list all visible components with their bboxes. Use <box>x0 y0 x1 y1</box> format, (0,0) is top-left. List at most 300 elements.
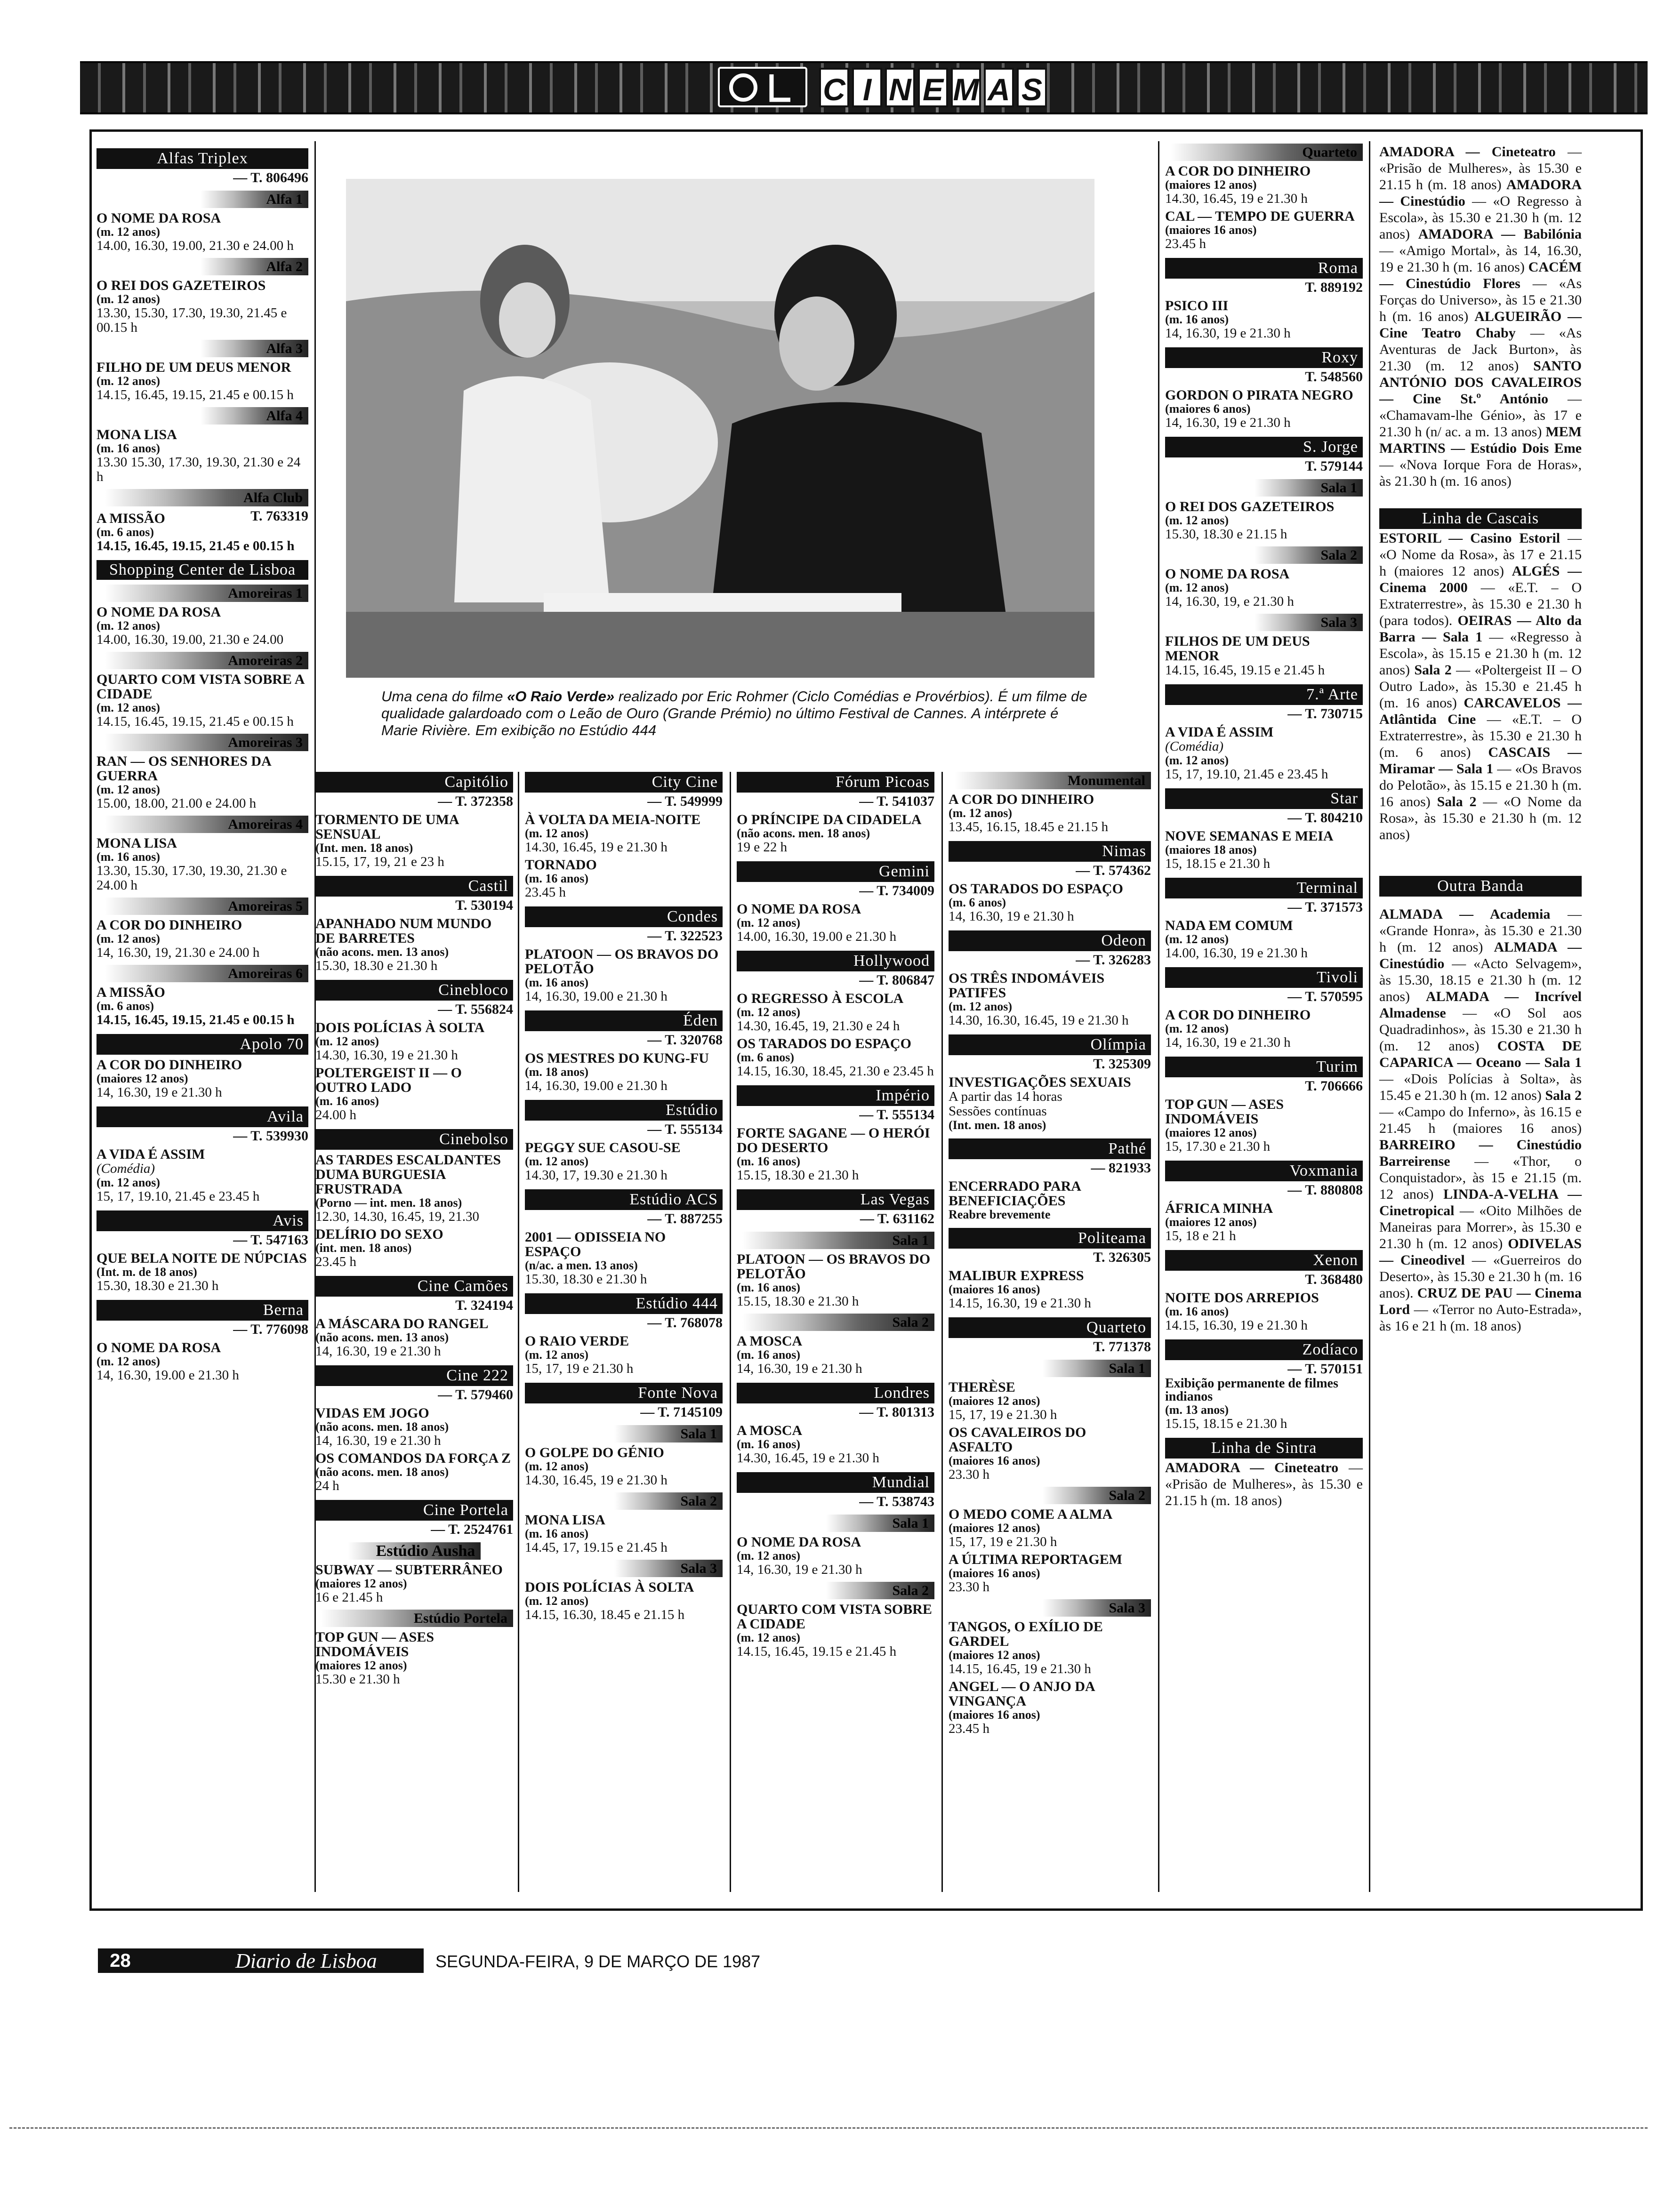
showtimes: 15.30 e 21.30 h <box>315 1672 400 1687</box>
room-label: Sala 2 <box>949 1487 1151 1504</box>
showtimes: 14, 16.30, 19 e 21.30 h <box>1165 326 1291 341</box>
showtimes: 15, 18.15 e 21.30 h <box>1165 856 1271 871</box>
film-title: ÁFRICA MINHA <box>1165 1201 1273 1216</box>
showtimes: 14, 16.30, 19 e 21.30 h <box>949 909 1074 924</box>
showtimes: 14, 16.30, 19 e 21.30 h <box>1165 415 1291 430</box>
showtimes: 14.15, 16.30, 19 e 21.30 h <box>949 1296 1091 1311</box>
venue-name: Sala 2 <box>1545 1088 1582 1103</box>
age-rating: (m. 12 anos) <box>1165 1022 1229 1035</box>
venue-name: ALGÉS — Cinema 2000 <box>1379 563 1582 595</box>
note: Reabre brevemente <box>949 1208 1051 1221</box>
venue-name: ALMADA — Academia <box>1379 906 1551 922</box>
age-rating: (m. 12 anos) <box>525 1154 589 1168</box>
phone: T. 530194 <box>455 898 513 913</box>
age-rating: (m. 13 anos) <box>1165 1403 1229 1417</box>
section-letter: I <box>852 68 882 107</box>
column-3 <box>525 772 723 1622</box>
room-label: Sala 1 <box>949 1360 1151 1377</box>
cinema-header-imperio: Império <box>737 1085 934 1106</box>
column-1 <box>97 148 308 1383</box>
age-rating: (m. 12 anos) <box>949 806 1013 820</box>
showtimes: 14, 16.30, 19.00 e 21.30 h <box>97 1368 239 1383</box>
age-rating: (não acons. men. 13 anos) <box>315 1330 449 1344</box>
phone: — T. 880808 <box>1287 1182 1363 1198</box>
cinema-header-turim: Turim <box>1165 1057 1363 1077</box>
showtimes: 16 e 21.45 h <box>315 1590 383 1605</box>
age-rating: (m. 12 anos) <box>315 1034 379 1048</box>
cinema-header-londres: Londres <box>737 1383 934 1403</box>
film-title: PLATOON — OS BRAVOS DO PELOTÃO <box>737 1251 931 1282</box>
showtimes: 14.30, 16.45, 19 e 21.30 h <box>525 1473 668 1488</box>
cinema-header-hollywood: Hollywood <box>737 951 934 971</box>
film-title: QUARTO COM VISTA SOBRE A CIDADE <box>97 672 304 702</box>
showtimes: 14, 16.30, 19 e 21.30 h <box>315 1433 441 1448</box>
listing-text: — «Acto Selvagem», às 15.30, 18.15 e 21.30 h (m. 12 anos) <box>1379 956 1582 1004</box>
film-title: O REI DOS GAZETEIROS <box>1165 499 1335 514</box>
age-rating: (maiores 16 anos) <box>949 1282 1040 1296</box>
dl-logo-icon <box>718 67 807 107</box>
film-title: CAL — TEMPO DE GUERRA <box>1165 208 1355 224</box>
age-rating: (maiores 12 anos) <box>315 1659 407 1672</box>
showtimes: 14, 16.30, 19 e 21.30 h <box>1165 1035 1291 1050</box>
phone: — T. 371573 <box>1287 899 1363 915</box>
room-label: Sala 1 <box>737 1232 934 1249</box>
showtimes: 14, 16.30, 19, 21.30 e 24.00 h <box>97 945 260 960</box>
age-rating: (m. 12 anos) <box>737 1549 801 1563</box>
film-title: A COR DO DINHEIRO <box>1165 163 1311 179</box>
film-title: OS TRÊS INDOMÁVEIS PATIFES <box>949 970 1105 1001</box>
film-title: OS TARADOS DO ESPAÇO <box>737 1036 911 1051</box>
film-title: APANHADO NUM MUNDO DE BARRETES <box>315 916 492 946</box>
film-title: AS TARDES ESCALDANTES DUMA BURGUESIA FRUSTRADA <box>315 1152 501 1197</box>
cinema-header-cine-222: Cine 222 <box>315 1365 513 1386</box>
showtimes: 14.15, 16.30, 19 e 21.30 h <box>1165 1318 1308 1333</box>
listing-text: — «E.T. – O Extraterrestre», às 15.30 e 21.30 h (m. 6 anos) <box>1379 712 1582 760</box>
film-title: A MISSÃO <box>97 985 165 1000</box>
age-rating: (m. 12 anos) <box>97 783 161 796</box>
venue-name: ALGUEIRÃO — Cine Teatro Chaby <box>1379 309 1582 341</box>
column-divider <box>730 772 731 1892</box>
listing-text: — «Nova Iorque Fora de Horas», às 21.30 h (m. 16 anos) <box>1379 457 1582 489</box>
showtimes: 14.45, 17, 19.15 e 21.45 h <box>525 1540 668 1555</box>
showtimes: 14, 16.30, 19, e 21.30 h <box>1165 594 1294 609</box>
film-title: PSICO III <box>1165 298 1229 313</box>
film-title: SUBWAY — SUBTERRÂNEO <box>315 1562 503 1578</box>
column-divider <box>518 772 519 1892</box>
cinema-header-shopping-center: Shopping Center de Lisboa <box>97 560 308 580</box>
phone: — T. 887255 <box>647 1211 723 1226</box>
showtimes: 13.30 15.30, 17.30, 19.30, 21.30 e 24 h <box>97 455 301 484</box>
age-rating: (maiores 12 anos) <box>1165 1215 1257 1229</box>
film-title: O REGRESSO À ESCOLA <box>737 991 904 1006</box>
film-title: ANGEL — O ANJO DA VINGANÇA <box>949 1679 1095 1709</box>
age-rating: (m. 12 anos) <box>97 932 161 946</box>
film-title: PEGGY SUE CASOU-SE <box>525 1140 681 1155</box>
age-rating: (maiores 12 anos) <box>949 1648 1040 1662</box>
age-rating: (maiores 12 anos) <box>1165 178 1257 192</box>
cinema-header-cinebolso: Cinebolso <box>315 1129 513 1150</box>
age-rating: (m. 12 anos) <box>97 374 161 388</box>
cinema-header-avila: Avila <box>97 1106 308 1127</box>
phone: — T. 547163 <box>233 1232 308 1248</box>
showtimes: 14.15, 16.45, 19.15 e 21.45 h <box>1165 663 1325 678</box>
phone: — T. 734009 <box>859 883 934 898</box>
cinema-header-estudio: Estúdio <box>525 1100 723 1121</box>
listing-text: — «Chamavam-lhe Génio», às 17 e 21.30 h (n/ ac. a m. 13 anos) <box>1379 391 1582 440</box>
film-title: QUARTO COM VISTA SOBRE A CIDADE <box>737 1602 932 1632</box>
showtimes: 14, 16.30, 19 e 21.30 h <box>737 1361 862 1376</box>
age-rating: (maiores 12 anos) <box>1165 1126 1257 1139</box>
showtimes: 15.15, 18.15 e 21.30 h <box>1165 1416 1287 1431</box>
listing-text: — «As Aventuras de Jack Burton», às 21.30 (m. 12 anos) <box>1379 325 1582 374</box>
listing-text: — «O Regresso à Escola», às 15.30 e 21.30 h (m. 12 anos) <box>1379 193 1582 242</box>
film-title: O NOME DA ROSA <box>737 901 861 917</box>
film-title: O NOME DA ROSA <box>97 1340 221 1355</box>
film-title: DELÍRIO DO SEXO <box>315 1226 443 1242</box>
room-label: Alfa 2 <box>97 258 308 275</box>
showtimes: 14.15, 16.30, 18.45, 21.30 e 23.45 h <box>737 1064 934 1079</box>
cinema-header-avis: Avis <box>97 1210 308 1231</box>
film-title: O GOLPE DO GÉNIO <box>525 1445 664 1460</box>
showtimes: 14.15, 16.45, 19.15, 21.45 e 00.15 h <box>97 538 295 553</box>
phone: — T. 776098 <box>233 1322 308 1337</box>
showtimes: 14.00, 16.30, 19.00, 21.30 e 24.00 <box>97 632 284 647</box>
film-title: VIDAS EM JOGO <box>315 1405 429 1421</box>
phone: T. 324194 <box>455 1298 513 1313</box>
film-title: DOIS POLÍCIAS À SOLTA <box>315 1020 485 1035</box>
showtimes: 14.30, 16.30, 16.45, 19 e 21.30 h <box>949 1013 1129 1028</box>
section-letter: C <box>819 68 849 107</box>
venue-name: ALMADA — Incrível Almadense <box>1379 989 1582 1021</box>
film-title: DOIS POLÍCIAS À SOLTA <box>525 1579 694 1595</box>
cinema-header-estudio-444: Estúdio 444 <box>525 1293 723 1314</box>
film-title: A MISSÃO <box>97 511 165 526</box>
film-title: OS TARADOS DO ESPAÇO <box>949 881 1123 897</box>
phone: — T. 538743 <box>859 1494 934 1509</box>
room-label: Sala 3 <box>949 1599 1151 1617</box>
showtimes: 14.00, 16.30, 19 e 21.30 h <box>1165 946 1308 961</box>
phone: — T. 579460 <box>438 1387 513 1403</box>
film-still-photo <box>346 179 1094 678</box>
listing-text: — «E.T. – O Extraterrestre», às 15.30 e 21.30 h (para todos). <box>1379 580 1582 628</box>
cinema-header-cine-camoes: Cine Camões <box>315 1276 513 1297</box>
cinema-header-gemini: Gemini <box>737 861 934 882</box>
age-rating: (m. 16 anos) <box>525 872 589 885</box>
showtimes: 15.15, 17, 19, 21 e 23 h <box>315 854 444 869</box>
showtimes: 14, 16.30, 19.00 e 21.30 h <box>525 1078 668 1093</box>
age-rating: (int. men. 18 anos) <box>315 1241 412 1255</box>
cinema-header-voxmania: Voxmania <box>1165 1161 1363 1181</box>
showtimes: 23.30 h <box>949 1579 989 1595</box>
age-rating: (m. 12 anos) <box>97 619 161 633</box>
venue-name: Sala 2 <box>1437 794 1477 809</box>
phone: T. 368480 <box>1305 1272 1363 1287</box>
venue-name: SANTO ANTÓNIO DOS CAVALEIROS — Cine St.º António <box>1379 358 1582 407</box>
room-label: Amoreiras 2 <box>97 652 308 669</box>
phone: — T. 556824 <box>438 1002 513 1017</box>
film-title: NOITE DOS ARREPIOS <box>1165 1290 1319 1306</box>
showtimes: 14.00, 16.30, 19.00, 21.30 e 24.00 h <box>97 238 294 253</box>
phone: T. 325309 <box>1093 1056 1151 1072</box>
column-divider <box>1158 141 1159 1892</box>
showtimes: 14.15, 16.45, 19 e 21.30 h <box>949 1661 1091 1676</box>
listing-text: — «Dois Polícias à Solta», às 15.45 e 21.30 h (m. 12 anos) <box>1379 1071 1582 1103</box>
region-listings-sintra-continued <box>1379 144 1582 489</box>
venue-name: AMADORA — Babilónia <box>1418 226 1582 242</box>
film-title: MALIBUR EXPRESS <box>949 1268 1084 1283</box>
film-title: MONA LISA <box>97 427 177 442</box>
phone: — T. 806847 <box>859 972 934 988</box>
phone: — 821933 <box>1091 1160 1151 1176</box>
cinema-header-pathe: Pathé <box>949 1138 1151 1159</box>
showtimes: 23.45 h <box>525 885 566 900</box>
showtimes: 13.30, 15.30, 17.30, 19.30, 21.45 e 00.15 h <box>97 305 287 335</box>
phone: T. 548560 <box>1305 369 1363 385</box>
note: A partir das 14 horas <box>949 1089 1062 1104</box>
section-letter: N <box>885 68 915 107</box>
film-title: À VOLTA DA MEIA-NOITE <box>525 812 701 827</box>
age-rating: (m. 12 anos) <box>97 225 161 239</box>
film-title: TANGOS, O EXÍLIO DE GARDEL <box>949 1619 1103 1649</box>
room-label: Sala 2 <box>525 1492 723 1510</box>
cinema-header-nimas: Nimas <box>949 841 1151 862</box>
genre: (Comédia) <box>1165 739 1224 754</box>
phone: — T. 322523 <box>647 928 723 944</box>
section-letter: S <box>1017 68 1047 107</box>
cinema-header-odeon: Odeon <box>949 930 1151 951</box>
region-listings-outra-banda <box>1379 906 1582 1334</box>
film-title: OS MESTRES DO KUNG-FU <box>525 1050 709 1066</box>
cinema-header-zodiaco: Zodíaco <box>1165 1339 1363 1360</box>
phone: — T. 2524761 <box>431 1522 513 1537</box>
age-rating: (m. 12 anos) <box>97 701 161 714</box>
showtimes: 15.15, 18.30 e 21.30 h <box>737 1168 859 1183</box>
cinema-header-roxy: Roxy <box>1165 347 1363 368</box>
cinema-header-forum-picoas: Fórum Picoas <box>737 772 934 793</box>
phone: — T. 574362 <box>1076 863 1151 878</box>
venue-name: AMADORA — Cineteatro <box>1379 144 1556 160</box>
showtimes: 15, 18 e 21 h <box>1165 1228 1236 1243</box>
phone: — T. 326283 <box>1076 952 1151 968</box>
cinema-header-cine-portela: Cine Portela <box>315 1500 513 1521</box>
venue-name: CASCAIS — Miramar — Sala 1 <box>1379 745 1582 777</box>
showtimes: 14.15, 16.45, 19.15, 21.45 e 00.15 h <box>97 1012 295 1027</box>
showtimes: 15.30, 18.30 e 21.15 h <box>1165 527 1287 542</box>
showtimes: 23.45 h <box>949 1721 989 1736</box>
listing-text: — «Regresso à Escola», às 15.15 e 21.30 h (m. 12 anos) <box>1379 629 1582 678</box>
cinema-header-eden: Éden <box>525 1010 723 1031</box>
film-title: TOP GUN — ASES INDOMÁVEIS <box>1165 1097 1284 1127</box>
film-title: A VIDA É ASSIM <box>97 1146 205 1162</box>
phone: — T. 320768 <box>647 1032 723 1048</box>
column-2 <box>315 772 513 1687</box>
listing-text: — «O Nome da Rosa», às 17 e 21.15 h (maiores 12 anos) <box>1379 530 1582 579</box>
age-rating: (maiores 16 anos) <box>949 1708 1040 1722</box>
showtimes: 15, 17, 19 e 21.30 h <box>949 1534 1057 1549</box>
venue-name: OEIRAS — Alto da Barra — Sala 1 <box>1379 613 1582 645</box>
cinema-header-cinebloco: Cinebloco <box>315 980 513 1001</box>
phone: T. 771378 <box>1093 1339 1151 1354</box>
column-4 <box>737 772 934 1659</box>
showtimes: 14.00, 16.30, 19.00 e 21.30 h <box>737 929 897 944</box>
film-title: O NOME DA ROSA <box>97 604 221 620</box>
listing-text: — «Thor, o Conquistador», às 15 e 21.15 (m. 12 anos) <box>1379 1154 1582 1202</box>
column-6 <box>1165 144 1363 1509</box>
film-title: O MEDO COME A ALMA <box>949 1507 1113 1522</box>
showtimes: 13.45, 16.15, 18.45 e 21.15 h <box>949 819 1109 834</box>
listing-text: — «As Forças do Universo», às 15 e 21.30 h (m. 16 anos) <box>1379 276 1582 324</box>
age-rating: (m. 6 anos) <box>737 1050 795 1064</box>
film-title: OS CAVALEIROS DO ASFALTO <box>949 1425 1086 1455</box>
cinema-header-roma: Roma <box>1165 258 1363 279</box>
phone: — T. 539930 <box>233 1128 308 1144</box>
showtimes: 14.30, 16.30, 19 e 21.30 h <box>315 1048 458 1063</box>
film-title: A MÁSCARA DO RANGEL <box>315 1316 489 1331</box>
age-rating: (m. 12 anos) <box>97 1176 161 1189</box>
film-title: A COR DO DINHEIRO <box>949 792 1094 807</box>
film-title: TOP GUN — ASES INDOMÁVEIS <box>315 1629 434 1659</box>
age-rating: (maiores 16 anos) <box>949 1454 1040 1467</box>
cinema-header-las-vegas: Las Vegas <box>737 1189 934 1210</box>
age-rating: (m. 12 anos) <box>525 1594 589 1608</box>
age-rating: (m. 16 anos) <box>737 1437 801 1451</box>
age-rating: (m. 12 anos) <box>1165 581 1229 594</box>
listing-text: — «Terror no Auto-Estrada», às 16 e 21 h (m. 18 anos) <box>1379 1302 1582 1334</box>
age-rating: (n/ac. a men. 13 anos) <box>525 1258 638 1272</box>
age-rating: (m. 16 anos) <box>315 1094 379 1108</box>
cinema-header-tivoli: Tivoli <box>1165 967 1363 988</box>
phone: — T. 804210 <box>1287 810 1363 825</box>
film-title: NADA EM COMUM <box>1165 918 1293 933</box>
newspaper-name: Diario de Lisboa <box>235 1949 377 1972</box>
cinema-header-7-arte: 7.ª Arte <box>1165 684 1363 705</box>
film-title: THERÈSE <box>949 1379 1015 1395</box>
showtimes: 14.15, 16.45, 19.15 e 21.45 h <box>737 1644 897 1659</box>
film-title: MONA LISA <box>525 1512 605 1528</box>
showtimes: 15.15, 18.30 e 21.30 h <box>737 1294 859 1309</box>
showtimes: 15, 17, 19 e 21.30 h <box>525 1361 634 1376</box>
showtimes: 19 e 22 h <box>737 840 788 855</box>
showtimes: 15.30, 18.30 e 21.30 h <box>315 958 438 973</box>
phone: T. 763319 <box>250 508 308 524</box>
room-label: Sala 1 <box>737 1515 934 1532</box>
age-rating: (m. 6 anos) <box>97 525 154 539</box>
phone: — T. 7145109 <box>640 1404 723 1420</box>
showtimes: 14.30, 16.45, 19 e 21.30 h <box>525 840 668 855</box>
cinema-header-quarteto: Quarteto <box>949 1317 1151 1338</box>
room-label: Sala 1 <box>525 1425 723 1443</box>
cinema-header-capitolio: Capitólio <box>315 772 513 793</box>
room-label: Amoreiras 6 <box>97 965 308 982</box>
age-rating: (maiores 12 anos) <box>97 1072 188 1085</box>
showtimes: 15, 17, 19.10, 21.45 e 23.45 h <box>97 1189 260 1204</box>
phone: — T. 555134 <box>647 1122 723 1137</box>
room-label: Alfa 3 <box>97 340 308 357</box>
film-title: PLATOON — OS BRAVOS DO PELOTÃO <box>525 946 719 977</box>
cinema-header-star: Star <box>1165 788 1363 809</box>
listing-text: — «Grande Honra», às 15.30 e 21.30 h (m. 12 anos) <box>1379 906 1582 955</box>
venue-name: Sala 2 <box>1414 662 1452 678</box>
phone: — T. 570595 <box>1287 989 1363 1004</box>
age-rating: (maiores 16 anos) <box>949 1566 1040 1580</box>
age-rating: (m. 12 anos) <box>1165 513 1229 527</box>
age-rating: (m. 12 anos) <box>737 1631 801 1644</box>
room-label: Monumental <box>949 772 1151 789</box>
region-header-cascais: Linha de Cascais <box>1379 508 1582 529</box>
column-5 <box>949 772 1151 1736</box>
age-rating: (m. 16 anos) <box>525 1527 589 1540</box>
room-label: Alfa 1 <box>97 191 308 208</box>
section-title-cinemas <box>819 68 1050 107</box>
room-label: Sala 3 <box>525 1560 723 1577</box>
room-label: Amoreiras 5 <box>97 898 308 915</box>
showtimes: 14, 16.30, 19 e 21.30 h <box>97 1085 222 1100</box>
film-title: A COR DO DINHEIRO <box>97 1057 242 1073</box>
showtimes: 24 h <box>315 1478 339 1493</box>
film-title: A MOSCA <box>737 1333 803 1349</box>
page-edge-line <box>9 2127 1648 2129</box>
film-title: GORDON O PIRATA NEGRO <box>1165 387 1353 403</box>
room-label: Sala 2 <box>737 1582 934 1599</box>
film-title: POLTERGEIST II — O OUTRO LADO <box>315 1065 462 1095</box>
listing-text: — «Amigo Mortal», às 14, 16.30, 19 e 21.30 h (m. 16 anos) <box>1379 243 1582 275</box>
phone: — T. 541037 <box>859 793 934 809</box>
cinema-header-estudio-acs: Estúdio ACS <box>525 1189 723 1210</box>
phone: T. 579144 <box>1305 458 1363 474</box>
film-title: OS COMANDOS DA FORÇA Z <box>315 1451 511 1466</box>
film-title: 2001 — ODISSEIA NO ESPAÇO <box>525 1229 666 1259</box>
phone: — T. 570151 <box>1287 1361 1363 1377</box>
showtimes: 14.30, 16.45, 19, 21.30 e 24 h <box>737 1018 900 1034</box>
showtimes: 12.30, 14.30, 16.45, 19, 21.30 <box>315 1209 479 1224</box>
age-rating: (Porno — int. men. 18 anos) <box>315 1196 462 1210</box>
film-title: O REI DOS GAZETEIROS <box>97 278 266 293</box>
showtimes: 14, 16.30, 19 e 21.30 h <box>737 1562 862 1577</box>
film-title: O NOME DA ROSA <box>97 210 221 226</box>
film-title: ENCERRADO PARA BENEFICIAÇÕES <box>949 1178 1081 1209</box>
cinema-header-mundial: Mundial <box>737 1472 934 1493</box>
film-title: A COR DO DINHEIRO <box>97 917 242 933</box>
publication-date: SEGUNDA-FEIRA, 9 DE MARÇO DE 1987 <box>435 1952 761 1971</box>
film-title: A ÚLTIMA REPORTAGEM <box>949 1552 1122 1567</box>
room-label: Estúdio Ausha <box>315 1542 513 1560</box>
column-divider <box>1369 141 1370 1892</box>
showtimes: 15.30, 18.30 e 21.30 h <box>97 1278 219 1293</box>
showtimes: 14.30, 16.45, 19 e 21.30 h <box>737 1451 879 1466</box>
room-label: Estúdio Portela <box>315 1610 513 1627</box>
note: Sessões contínuas <box>949 1104 1047 1119</box>
room-label: Sala 2 <box>1165 546 1363 564</box>
film-title: NOVE SEMANAS E MEIA <box>1165 828 1334 844</box>
showtimes: 14, 16.30, 19 e 21.30 h <box>315 1344 441 1359</box>
region-listings-cascais <box>1379 530 1582 843</box>
age-rating: (não acons. men. 18 anos) <box>315 1420 449 1434</box>
age-rating: (m. 18 anos) <box>525 1065 589 1079</box>
listing-text: — «O Nome da Rosa», às 15.30 e 21.30 h (m. 12 anos) <box>1379 794 1582 842</box>
age-rating: (maiores 18 anos) <box>1165 843 1257 857</box>
venue-name: ALMADA — Cinestúdio <box>1379 939 1582 971</box>
age-rating: (não acons. men. 18 anos) <box>737 826 870 840</box>
film-title: RAN — OS SENHORES DA GUERRA <box>97 753 271 784</box>
phone: — T. 549999 <box>647 793 723 809</box>
showtimes: 14.15, 16.30, 18.45 e 21.15 h <box>525 1607 685 1622</box>
showtimes: 15, 17, 19.10, 21.45 e 23.45 h <box>1165 767 1328 782</box>
room-label: Amoreiras 3 <box>97 734 308 751</box>
room-label: Quarteto <box>1165 144 1363 161</box>
venue-name: AMADORA — Cinestúdio <box>1379 177 1582 209</box>
age-rating: (m. 16 anos) <box>525 976 589 989</box>
age-rating: (m. 12 anos) <box>525 826 589 840</box>
